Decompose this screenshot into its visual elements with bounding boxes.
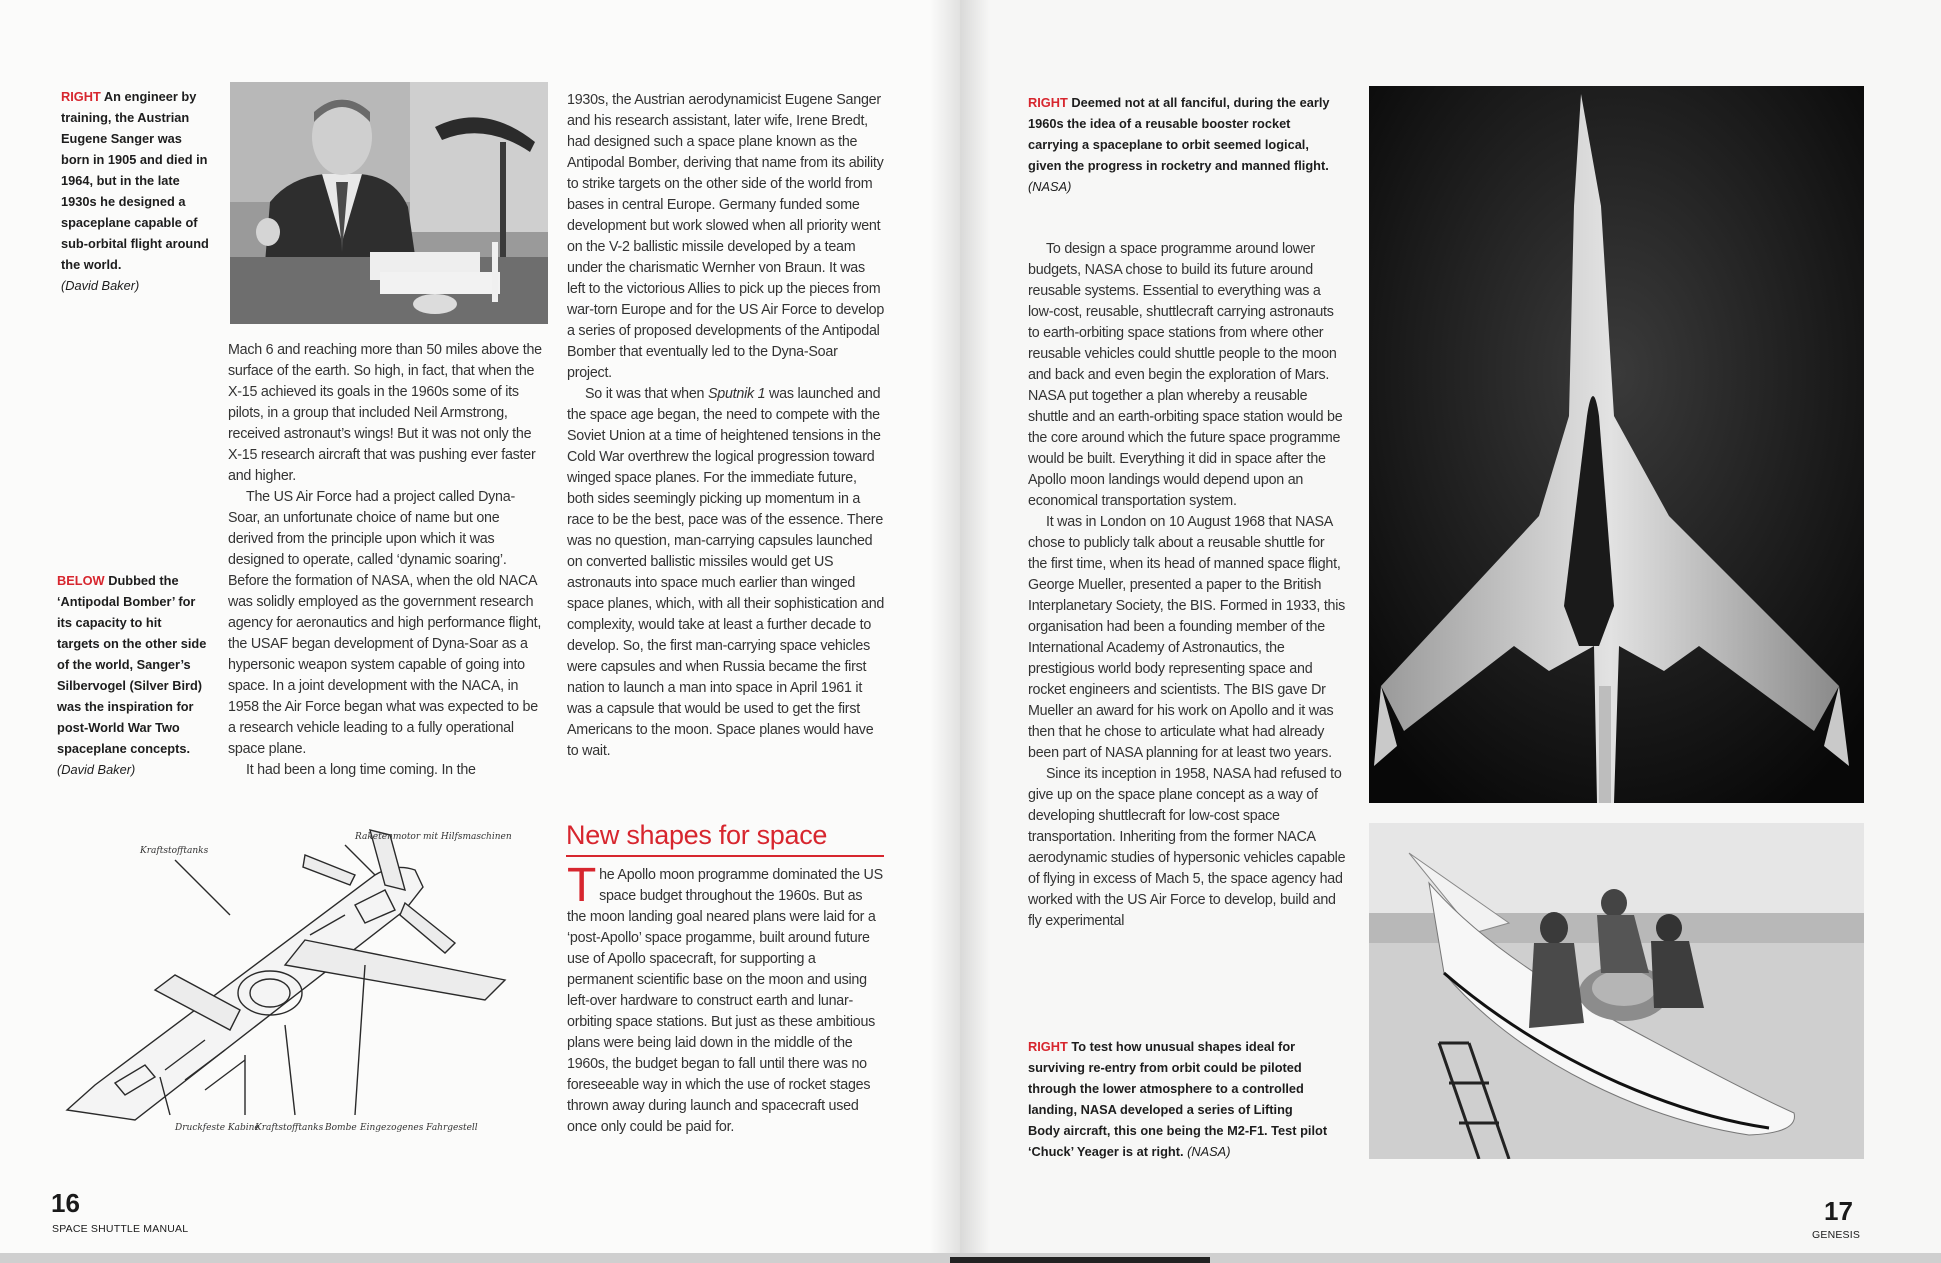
caption-credit: (NASA)	[1187, 1144, 1231, 1159]
caption-text: To test how unusual shapes ideal for surviving re-entry from orbit could be piloted through the lower atmosphere to a controlled landing, NASA developed a series of Lifting Body aircraft, this one being the M2-F1. Test pilot ‘Chuck’ Yeager is at right.	[1028, 1039, 1328, 1159]
caption-credit: (David Baker)	[61, 278, 140, 293]
right-page	[960, 0, 1941, 1263]
drawing-label-gear: Eingezogenes Fahrgestell	[360, 1123, 478, 1133]
page-number-right: 17	[1824, 1196, 1853, 1226]
caption-tag: RIGHT	[1028, 95, 1068, 110]
caption-tag: BELOW	[57, 573, 105, 588]
caption-text: An engineer by training, the Austrian Eugene Sanger was born in 1905 and died in 1964, but in the late 1930s he designed a spaceplane capable of sub-orbital flight around the world.	[61, 89, 209, 272]
caption-text: Deemed not at all fanciful, during the early 1960s the idea of a reusable booster rocket carrying a spaceplane to orbit seemed logical, given the progress in rocketry and manned flight.	[1028, 95, 1330, 173]
silbervogel-cutaway-drawing	[55, 815, 555, 1145]
section-heading: New shapes for space	[566, 820, 884, 857]
running-head-left: SPACE SHUTTLE MANUAL	[52, 1223, 189, 1235]
text-column-1	[228, 340, 546, 781]
paragraph: It was in London on 10 August 1968 that NASA chose to publicly talk about a reusable shuttle for the first time, when its head of manned space flight, George Mueller, presented a paper to the British Interplanetary Society, the BIS. Formed in 1933, this organisation had been a founding member of the International Academy of Astronautics, the prestigious world body representing space and rocket engineers and scientists. The BIS gave Dr Mueller an award for his work on Apollo and it was then that he chose to articulate what had already been part of NASA planning for at least two years.	[1028, 514, 1346, 761]
drop-cap: T	[567, 859, 597, 912]
caption-credit: (NASA)	[1028, 179, 1072, 194]
scan-bottom-edge-dark	[950, 1257, 1210, 1263]
photo-spaceplane-model	[1369, 86, 1864, 803]
caption-silbervogel	[57, 570, 207, 780]
paragraph: Since its inception in 1958, NASA had refused to give up on the space plane concept as a way of developing shuttlecraft for low-cost space transportation. Inheriting from the former NACA aerodynamic studies of hypersonic vehicles capable of flying in excess of Mach 5, the space agency had worked with the US Air Force to develop, build and fly experimental	[1028, 766, 1346, 929]
paragraph: Mach 6 and reaching more than 50 miles above the surface of the earth. So high, in fact, that when the X-15 achieved its goals in the 1960s some of its pilots, in a group that included Neil Armstrong, received astronaut’s wings! But it was not only the X-15 research aircraft that was pushing ever faster and higher.	[228, 342, 542, 484]
caption-tag: RIGHT	[61, 89, 101, 104]
caption-tag: RIGHT	[1028, 1039, 1068, 1054]
paragraph: 1930s, the Austrian aerodynamicist Eugene Sanger and his research assistant, later wife, Irene Bredt, had designed such a space plane known as the Antipodal Bomber, deriving that name from its ability to strike targets on the other side of the world from bases in central Europe. Germany funded some development but work slowed when all priority went on the V-2 ballistic missile developed by a team under the charismatic Wernher von Braun. It was left to the victorious Allies to pick up the pieces from war-torn Europe and for the US Air Force to develop a series of proposed developments of the Antipodal Bomber that eventually led to the Dyna-Soar project.	[567, 92, 885, 381]
paragraph: So it was that when Sputnik 1 was launched and the space age began, the need to compete with the Soviet Union at a time of heightened tensions in the Cold War overthrew the logical progression toward winged space planes. For the immediate future, both sides seemingly picking up momentum in a race to be the best, pace was of the essence. There was no question, man-carrying capsules launched on converted ballistic missiles would get US astronauts into space much earlier than winged space planes, which, with all their sophistication and complexity, would take at least a further decade to develop. So, the first man-carrying space vehicles were capsules and when Russia became the first nation to launch a man into space in April 1961 it was a capsule that would be used to get the first Americans to the moon. Space planes would have to wait.	[567, 386, 885, 759]
caption-m2-f1	[1028, 1036, 1328, 1162]
caption-credit: (David Baker)	[57, 762, 136, 777]
caption-sanger	[61, 86, 211, 296]
text-column-2	[567, 90, 885, 762]
text-column-2-section	[567, 859, 885, 1138]
photo-m2-f1-lifting-body	[1369, 823, 1864, 1159]
drawing-label-engine: Raketenmotor mit Hilfsmaschinen	[355, 832, 512, 842]
sputnik-italic: Sputnik 1	[707, 386, 766, 402]
paragraph: It had been a long time coming. In the	[246, 762, 476, 778]
caption-reusable-booster	[1028, 92, 1343, 197]
drawing-label-fuel-tanks: Kraftstofftanks	[140, 846, 209, 856]
drawing-label-bomb: Bombe	[325, 1123, 357, 1133]
paragraph: To design a space programme around lower budgets, NASA chose to build its future around reusable systems. Essential to everything was a low-cost, reusable, shuttlecraft carrying astronauts to earth-orbiting space stations from where other reusable vehicles could shuttle people to the moon and back and even begin the exploration of Mars. NASA put together a plan whereby a reusable shuttle and an earth-orbiting space station would be the core around which the future space programme would be built. Everything it did in space after the Apollo moon landings would depend upon an economical transportation system.	[1028, 241, 1343, 509]
paragraph: The Apollo moon programme dominated the US space budget throughout the 1960s. But as the moon landing goal neared plans were laid for a ‘post-Apollo’ space progamme, built around future use of Apollo spacecraft, for supporting a permanent scientific base on the moon and using left-over hardware to construct earth and lunar-orbiting space stations. But just as these ambitious plans were being laid down in the middle of the 1960s, the budget began to fall until there was no foreseeable way in which the use of rocket stages thrown away during launch and spacecraft used once only could be paid for.	[567, 859, 883, 1135]
running-head-right: GENESIS	[1812, 1229, 1861, 1241]
left-page	[0, 0, 960, 1263]
page-number-left: 16	[51, 1188, 80, 1218]
drawing-label-cabin: Druckfeste Kabine	[175, 1123, 260, 1133]
text-column-3	[1028, 239, 1346, 932]
paragraph: The US Air Force had a project called Dyna-Soar, an unfortunate choice of name but one derived from the principle upon which it was designed to operate, called ‘dynamic soaring’. Before the formation of NASA, when the old NACA was solidly employed as the government research agency for aeronautics and high performance flight, the USAF began development of Dyna-Soar as a hypersonic weapon system capable of going into space. In a joint development with the NACA, in 1958 the Air Force began what was expected to be a research vehicle leading to a fully operational space plane.	[228, 489, 542, 757]
caption-text: Dubbed the ‘Antipodal Bomber’ for its capacity to hit targets on the other side of the world, Sanger’s Silbervogel (Silver Bird) was the inspiration for post-World War Two spaceplane concepts.	[57, 573, 207, 756]
photo-eugene-sanger	[230, 82, 548, 324]
drawing-label-fuel-tanks-2: Kraftstofftanks	[255, 1123, 324, 1133]
